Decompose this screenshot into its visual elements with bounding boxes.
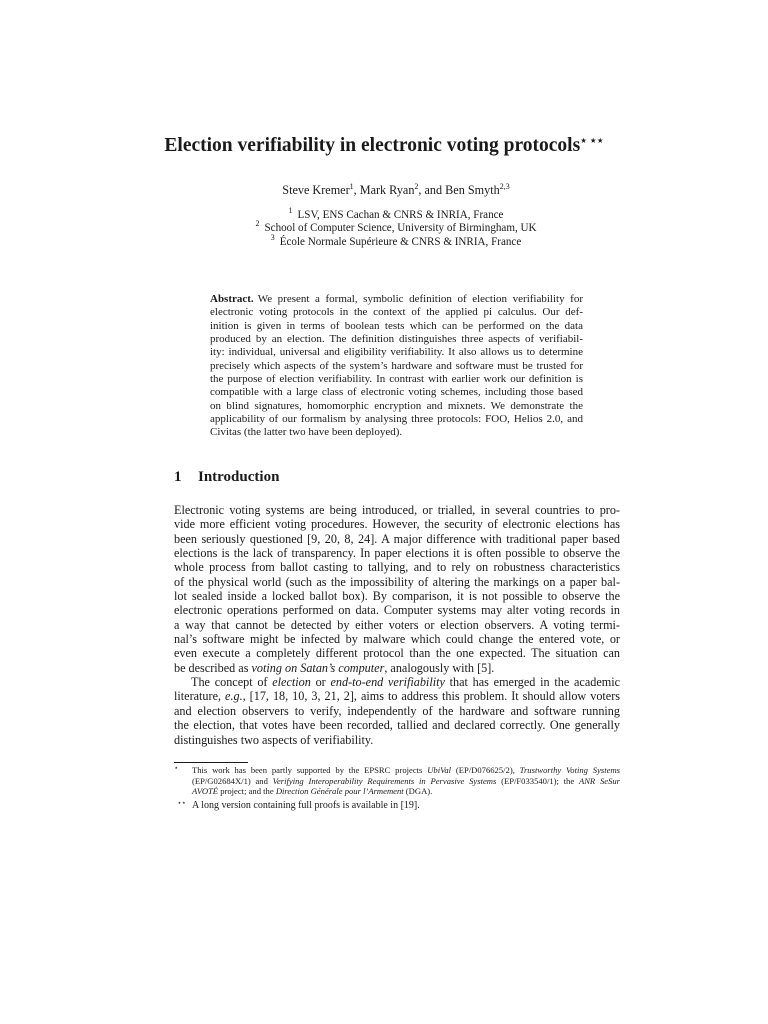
body-emphasis: election bbox=[272, 675, 311, 690]
abstract-line bbox=[210, 293, 583, 306]
footnote-text: (EP/D076625/2), bbox=[451, 765, 520, 775]
author-affiliation-sup: 2 bbox=[414, 182, 419, 191]
body-text-run: that has emerged in the academic bbox=[444, 675, 620, 690]
section-number: 1 bbox=[174, 469, 182, 485]
abstract-line: electronic voting protocols in the context of the applied pi calculus. Our def- bbox=[210, 306, 583, 319]
body-line: distinguishes two aspects of verifiability. bbox=[174, 732, 374, 747]
body-line: whole process from ballot casting to tallying, and to rely on robustness characteristics bbox=[174, 560, 620, 575]
body-text bbox=[174, 503, 620, 747]
author-name: Mark Ryan bbox=[359, 183, 415, 197]
footnote-text: project; and the bbox=[218, 786, 276, 797]
affiliation-text: École Normale Supérieure & CNRS & INRIA, France bbox=[279, 235, 522, 248]
footnote-emphasis: UbiVal bbox=[427, 765, 452, 775]
footnote-text: (EP/F033540/1); the bbox=[496, 775, 579, 786]
abstract-line: ity: individual, universal and eligibility verifiability. It also allows us to determine bbox=[210, 346, 583, 359]
body-line: been seriously questioned [9, 20, 8, 24]. A major difference with traditional paper based bbox=[174, 531, 620, 546]
footnote-line: ⋆⋆ A long version containing full proofs is available in [19]. bbox=[177, 799, 420, 811]
body-line: of the physical world (such as the impossibility of altering the markings on a paper bal- bbox=[174, 574, 620, 589]
footnote-emphasis: Trustworthy Voting Systems bbox=[519, 765, 620, 775]
affiliation-number: 3 bbox=[270, 232, 275, 242]
affiliation-text: School of Computer Science, University of Birmingham, UK bbox=[264, 222, 537, 235]
abstract-line: applicability of our formalism by analysing three protocols: FOO, Helios 2.0, and bbox=[210, 413, 583, 426]
body-text-run: literature, bbox=[174, 689, 226, 704]
footnote-text: (EP/G02684X/1) and bbox=[192, 775, 273, 786]
footnote-text: This work has been partly supported by the EPSRC projects bbox=[192, 765, 428, 775]
body-line bbox=[174, 675, 620, 689]
body-line: elections is the lack of transparency. In paper elections it is often possible to observe the bbox=[174, 546, 620, 561]
author-name: Steve Kremer bbox=[282, 183, 350, 197]
body-emphasis: e.g. bbox=[225, 689, 243, 704]
footnote-text: (DGA). bbox=[403, 786, 433, 797]
abstract-line: the purpose of election verifiability. In contrast with earlier work our definition is bbox=[210, 373, 583, 386]
author-affiliation-sup: 2,3 bbox=[499, 182, 510, 191]
affiliations bbox=[0, 206, 768, 249]
affiliation-number: 2 bbox=[255, 219, 260, 229]
abstract-line: compatible with a large class of electronic voting schemes, including those based bbox=[210, 386, 583, 399]
abstract-line: inition is given in terms of boolean tests which can be performed on the data bbox=[210, 319, 583, 332]
body-line: even execute a completely different protocol than the one expected. The situation can bbox=[174, 646, 620, 661]
section-heading bbox=[174, 468, 279, 486]
footnote-emphasis: ANR SeSur bbox=[578, 775, 620, 786]
body-line: nal’s software might be infected by malware which could change the entered vote, or bbox=[174, 632, 620, 647]
body-emphasis: voting on Satan’s computer bbox=[251, 660, 385, 675]
author-name: Ben Smyth bbox=[445, 183, 500, 197]
abstract-label: Abstract. bbox=[210, 293, 254, 305]
author-separator: , and bbox=[418, 183, 446, 197]
abstract-line: produced by an election. The definition distinguishes three aspects of verifiabil- bbox=[210, 333, 583, 346]
body-line: lot sealed inside a locked ballot box). By comparison, it is not possible to observe the bbox=[174, 589, 620, 604]
abstract-line: Civitas (the latter two have been deployed). bbox=[210, 426, 403, 439]
affiliation-line bbox=[0, 206, 768, 222]
body-text-run: , analogously with [5]. bbox=[384, 660, 495, 675]
body-line: electronic operations performed on data. Computer systems may alter voting records in bbox=[174, 603, 620, 618]
affiliation-line bbox=[0, 232, 768, 249]
body-line bbox=[174, 689, 620, 703]
author-separator: , bbox=[353, 183, 360, 197]
footnote-emphasis: Verifying Interoperability Requirements in Pervasive Systems bbox=[272, 775, 497, 786]
footnote-line: ⋆ This work has been partly supported by the EPSRC projects UbiVal (EP/D076625/2), Trustworthy Voting Systems bbox=[174, 765, 620, 775]
body-text-run: The concept of bbox=[191, 675, 273, 690]
title-text: Election verifiability in electronic voting protocols bbox=[164, 135, 581, 156]
abstract-line: precisely which aspects of the system’s hardware and software must be trusted for bbox=[210, 359, 583, 372]
body-line: and election observers to verify, independently of the hardware and software running bbox=[174, 703, 620, 718]
body-line bbox=[174, 661, 620, 675]
affiliation-text: LSV, ENS Cachan & CNRS & INRIA, France bbox=[297, 209, 504, 221]
author-list bbox=[0, 182, 768, 198]
body-line: a way that cannot be detected by either voters or election observers. A voting termi- bbox=[174, 617, 620, 632]
affiliation-number: 1 bbox=[288, 206, 293, 215]
body-line: Electronic voting systems are being introduced, or trialled, in several countries to pro- bbox=[174, 503, 620, 517]
footnote-emphasis: Direction Générale pour l’Armement bbox=[275, 786, 404, 797]
footnotes bbox=[174, 765, 620, 812]
abstract-text: We present a formal, symbolic definition of election verifiability for bbox=[257, 293, 583, 305]
abstract-line: on blind signatures, homomorphic encryption and mixnets. We demonstrate the bbox=[210, 399, 583, 412]
footnote-line bbox=[174, 786, 620, 797]
paper-title bbox=[0, 134, 768, 158]
body-text-run: be described as bbox=[174, 660, 252, 675]
body-text-run: or bbox=[310, 675, 331, 690]
footnote-rule bbox=[174, 762, 248, 763]
footnote-text: A long version containing full proofs is available in [19]. bbox=[192, 799, 420, 811]
footnote-line bbox=[174, 776, 620, 787]
body-line: the election, that votes have been recorded, tallied and declared correctly. One generally bbox=[174, 718, 620, 733]
body-emphasis: end-to-end verifiability bbox=[330, 675, 445, 690]
body-text-run: , [17, 18, 10, 3, 21, 2], aims to address this problem. It should allow voters bbox=[242, 689, 620, 704]
title-footnote-marks: ⋆ ⋆⋆ bbox=[580, 135, 604, 147]
section-title: Introduction bbox=[198, 469, 280, 485]
body-line: vide more efficient voting procedures. However, the security of electronic elections has bbox=[174, 517, 620, 532]
abstract bbox=[210, 293, 583, 440]
footnote-emphasis: AVOTÉ bbox=[192, 786, 219, 797]
author-affiliation-sup: 1 bbox=[349, 182, 354, 191]
affiliation-line bbox=[0, 219, 768, 235]
